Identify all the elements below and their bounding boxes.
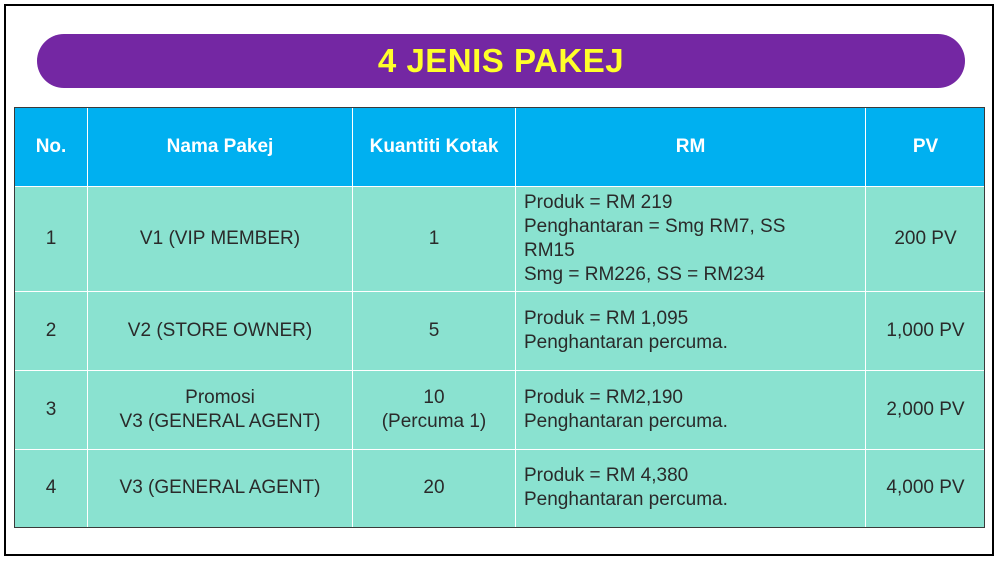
cell-nama-pakej bbox=[88, 370, 353, 449]
rm-line: Produk = RM 1,095 bbox=[524, 307, 689, 329]
rm-line: Penghantaran percuma. bbox=[524, 331, 728, 353]
kuantiti-line: 20 bbox=[423, 477, 445, 499]
nama-line: Promosi bbox=[185, 386, 255, 408]
cell-pv: 1,000 PV bbox=[866, 292, 986, 370]
cell-rm bbox=[516, 370, 866, 449]
cell-nama-pakej bbox=[88, 292, 353, 370]
header-rm: RM bbox=[516, 108, 866, 187]
table-row bbox=[15, 187, 986, 292]
cell-kuantiti bbox=[353, 292, 516, 370]
cell-kuantiti bbox=[353, 370, 516, 449]
cell-nama-pakej bbox=[88, 449, 353, 527]
kuantiti-line: 5 bbox=[428, 319, 440, 341]
kuantiti-line: 1 bbox=[428, 228, 440, 250]
cell-pv: 2,000 PV bbox=[866, 370, 986, 449]
rm-line: Smg = RM226, SS = RM234 bbox=[524, 264, 765, 286]
cell-rm bbox=[516, 187, 866, 292]
nama-line: V3 (GENERAL AGENT) bbox=[119, 477, 321, 499]
rm-line: Produk = RM 219 bbox=[524, 192, 673, 214]
cell-kuantiti bbox=[353, 449, 516, 527]
table-row bbox=[15, 370, 986, 449]
cell-nama-pakej bbox=[88, 187, 353, 292]
cell-rm bbox=[516, 449, 866, 527]
package-table bbox=[14, 107, 986, 528]
cell-kuantiti bbox=[353, 187, 516, 292]
nama-line: V3 (GENERAL AGENT) bbox=[119, 410, 321, 432]
cell-no: 4 bbox=[15, 449, 88, 527]
cell-pv: 200 PV bbox=[866, 187, 986, 292]
nama-line: V1 (VIP MEMBER) bbox=[139, 228, 301, 250]
cell-no: 1 bbox=[15, 187, 88, 292]
header-pv: PV bbox=[866, 108, 986, 187]
title-banner bbox=[37, 34, 965, 88]
rm-line: Produk = RM 4,380 bbox=[524, 465, 689, 487]
kuantiti-line: (Percuma 1) bbox=[381, 410, 487, 432]
header-nama-pakej: Nama Pakej bbox=[88, 108, 353, 187]
cell-no: 2 bbox=[15, 292, 88, 370]
cell-no: 3 bbox=[15, 370, 88, 449]
rm-line: Penghantaran = Smg RM7, SS bbox=[524, 216, 786, 238]
cell-rm bbox=[516, 292, 866, 370]
rm-line: Produk = RM2,190 bbox=[524, 386, 683, 408]
page-title: 4 JENIS PAKEJ bbox=[377, 42, 625, 79]
cell-pv: 4,000 PV bbox=[866, 449, 986, 527]
header-kuantiti-kotak: Kuantiti Kotak bbox=[353, 108, 516, 187]
rm-line: Penghantaran percuma. bbox=[524, 410, 728, 432]
table-header-row bbox=[15, 108, 986, 187]
nama-line: V2 (STORE OWNER) bbox=[127, 319, 313, 341]
rm-line: Penghantaran percuma. bbox=[524, 489, 728, 511]
table-row bbox=[15, 292, 986, 370]
table-row bbox=[15, 449, 986, 527]
header-no: No. bbox=[15, 108, 88, 187]
rm-line: RM15 bbox=[524, 240, 575, 262]
kuantiti-line: 10 bbox=[423, 386, 445, 408]
